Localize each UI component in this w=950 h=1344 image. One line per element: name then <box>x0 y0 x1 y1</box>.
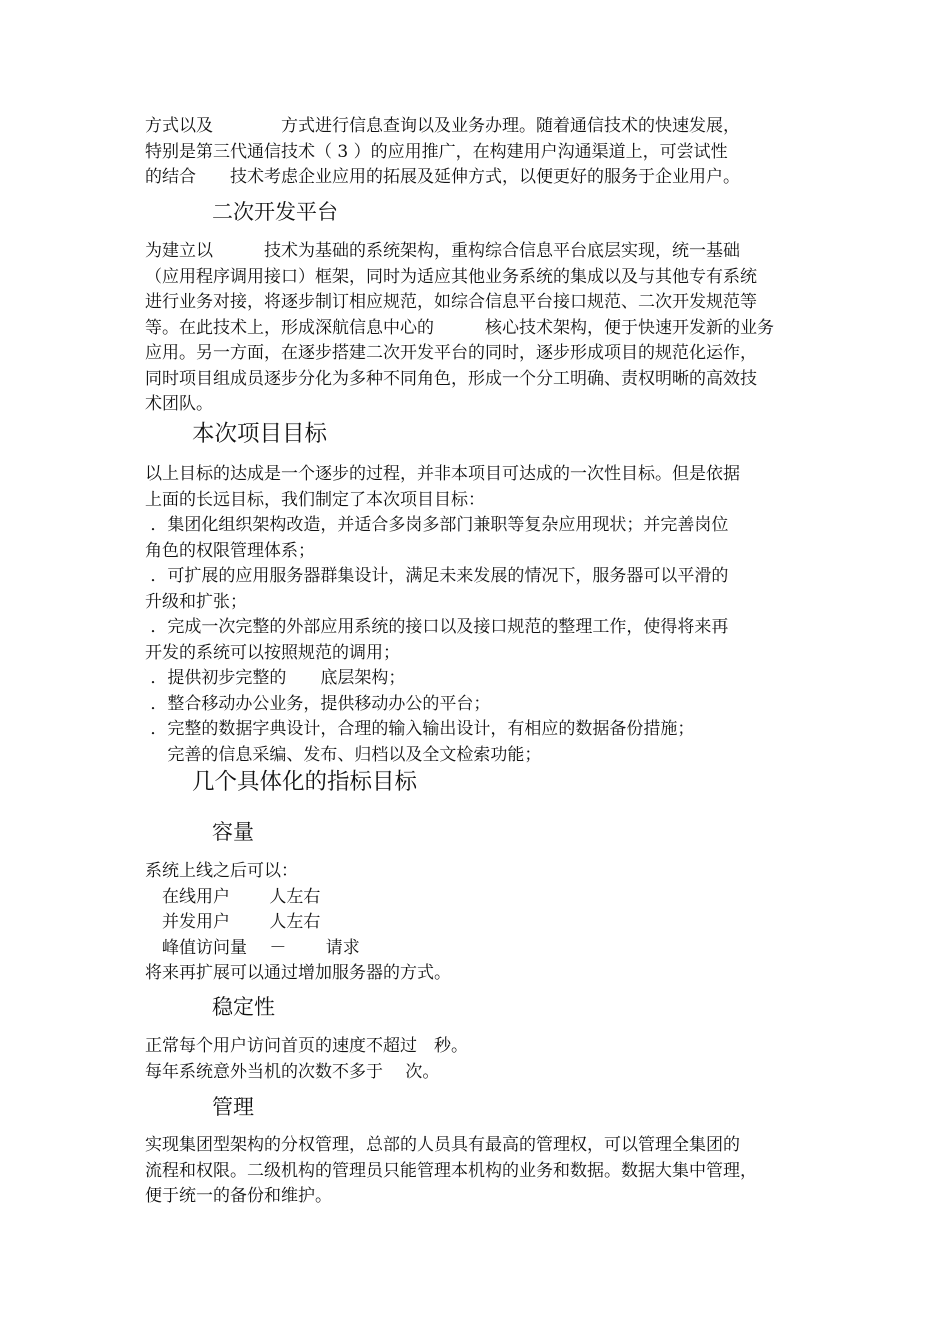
paragraph-line: 为建立以 技术为基础的系统架构，重构综合信息平台底层实现，统一基础 <box>145 241 740 261</box>
capacity-paragraph <box>145 859 813 987</box>
list-item-continued: 升级和扩张； <box>145 591 247 612</box>
paragraph-line: （应用程序调用接口）框架，同时为适应其他业务系统的集成以及与其他专有系统 <box>145 266 757 287</box>
paragraph-line: 峰值访问量 － 请求 <box>145 937 360 958</box>
paragraph-line: 方式以及 方式进行信息查询以及业务办理。随着通信技术的快速发展， <box>145 116 740 136</box>
heading-stability: 稳定性 <box>212 995 275 1019</box>
paragraph-line: 进行业务对接，将逐步制订相应规范，如综合信息平台接口规范、二次开发规范等 <box>145 292 757 312</box>
paragraph-line: 正常每个用户访问首页的速度不超过 秒。 <box>145 1036 468 1056</box>
heading-specific-indicators: 几个具体化的指标目标 <box>192 769 418 795</box>
management-paragraph <box>145 1133 813 1210</box>
paragraph-line: 术团队。 <box>145 394 213 414</box>
list-item-continued: 角色的权限管理体系； <box>145 540 315 561</box>
list-item: ．集团化组织架构改造，并适合多岗多部门兼职等复杂应用现状；并完善岗位 <box>145 515 729 535</box>
stability-paragraph <box>145 1034 813 1085</box>
paragraph-line: 系统上线之后可以： <box>145 861 298 881</box>
paragraph-line: 将来再扩展可以通过增加服务器的方式。 <box>145 963 451 983</box>
heading-management: 管理 <box>212 1095 254 1119</box>
paragraph-line: 实现集团型架构的分权管理，总部的人员具有最高的管理权，可以管理全集团的 <box>145 1135 740 1155</box>
list-item: 完善的信息采编、发布、归档以及全文检索功能； <box>145 744 542 765</box>
heading-project-goals: 本次项目目标 <box>192 421 328 447</box>
list-item: ．完整的数据字典设计，合理的输入输出设计，有相应的数据备份措施； <box>145 719 695 739</box>
paragraph-line: 并发用户 人左右 <box>145 912 321 932</box>
paragraph-line: 流程和权限。二级机构的管理员只能管理本机构的业务和数据。数据大集中管理， <box>145 1160 757 1181</box>
paragraph-line: 的结合 技术考虑企业应用的拓展及延伸方式，以便更好的服务于企业用户。 <box>145 167 740 187</box>
paragraph-line: 便于统一的备份和维护。 <box>145 1186 332 1206</box>
paragraph-line: 应用。另一方面，在逐步搭建二次开发平台的同时，逐步形成项目的规范化运作， <box>145 343 757 363</box>
paragraph-line: 同时项目组成员逐步分化为多种不同角色，形成一个分工明确、责权明晰的高效技 <box>145 368 757 389</box>
intro-paragraph <box>145 114 813 191</box>
paragraph-line: 上面的长远目标，我们制定了本次项目目标： <box>145 489 485 510</box>
list-item: ．可扩展的应用服务器群集设计，满足未来发展的情况下，服务器可以平滑的 <box>145 566 729 586</box>
platform-paragraph <box>145 239 813 418</box>
list-item: ．完成一次完整的外部应用系统的接口以及接口规范的整理工作，使得将来再 <box>145 617 729 637</box>
list-item: ．提供初步完整的 底层架构； <box>145 668 406 688</box>
list-item: ．整合移动办公业务，提供移动办公的平台； <box>145 693 491 714</box>
paragraph-line: 特别是第三代通信技术（ 3 ）的应用推广，在构建用户沟通渠道上，可尝试性 <box>145 141 728 162</box>
paragraph-line: 等。在此技术上，形成深航信息中心的 核心技术架构，便于快速开发新的业务 <box>145 317 774 338</box>
list-item-continued: 开发的系统可以按照规范的调用； <box>145 642 400 663</box>
paragraph-line: 在线用户 人左右 <box>145 886 321 907</box>
heading-secondary-development-platform: 二次开发平台 <box>212 200 338 224</box>
goals-list <box>145 462 813 768</box>
heading-capacity: 容量 <box>212 820 254 844</box>
paragraph-line: 以上目标的达成是一个逐步的过程，并非本项目可达成的一次性目标。但是依据 <box>145 464 740 484</box>
paragraph-line: 每年系统意外当机的次数不多于 次。 <box>145 1061 440 1082</box>
